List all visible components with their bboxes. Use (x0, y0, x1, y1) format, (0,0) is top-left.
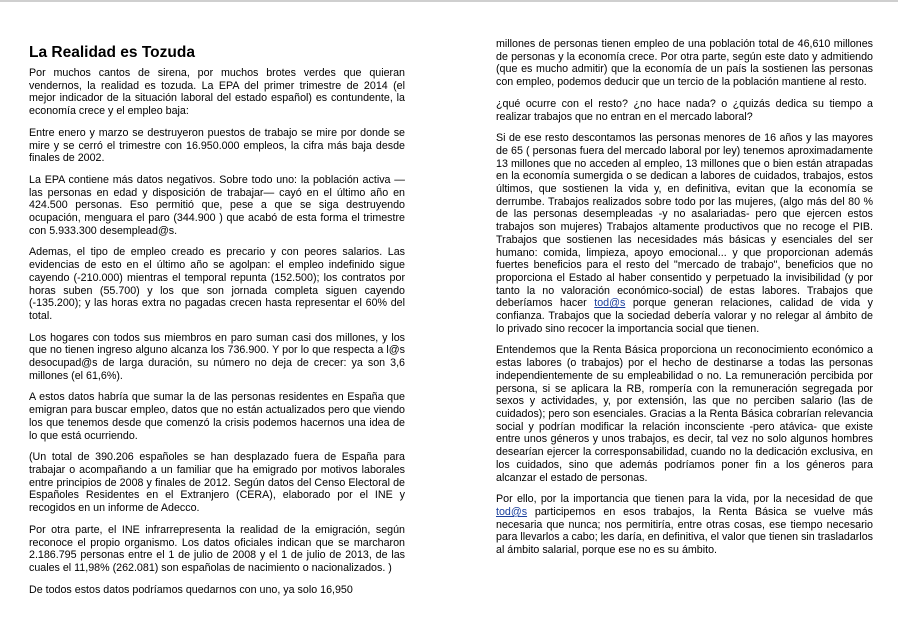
article-title: La Realidad es Tozuda (29, 44, 195, 61)
paragraph: millones de personas tienen empleo de una población total de 46,610 millones de personas y la economía crece. Por otra parte, según este dato y admitiendo (que es mucho admitir) que la economía de un país la sostienen las personas con empleo, podemos deducir que un tercio de la población mantiene al resto. (496, 38, 873, 89)
paragraph: A estos datos habría que sumar la de las personas residentes en España que emigran para buscar empleo, datos que no están actualizados pero que viendo los que tenemos desde que comenzó la crisis podemos hacernos una idea de lo que está ocurriendo. (29, 391, 405, 442)
paragraph: Por muchos cantos de sirena, por muchos brotes verdes que quieran vendernos, la realidad es tozuda. La EPA del primer trimestre de 2014 (el mejor indicador de la situación laboral del estado español) es contundente, la economía crece y el empleo baja: (29, 67, 405, 118)
paragraph-with-link (496, 132, 873, 335)
paragraph: La EPA contiene más datos negativos. Sobre todo uno: la población activa —las personas en edad y disposición de trabajar— cayó en el último año en 424.500 personas. Eso permitió que, pese a que se siga destruyendo ocupación, menguara el paro (344.900 ) que acabó de esta forma el trimestre con 5.933.300 desemplead@s. (29, 173, 405, 237)
paragraph-with-link (496, 493, 873, 557)
paragraph-text: participemos en esos trabajos, la Renta Básica se vuelve más necesaria que nunca; nos permitiría, entre otras cosas, ese tiempo necesario para llevarlos a cabo; les daría, en definitiva, el valor que tienen sin trasladarlos al ámbito salarial, porque ese no es su ámbito. (496, 505, 873, 557)
paragraph-text: Si de ese resto descontamos las personas menores de 16 años y las mayores de 65 ( personas fuera del mercado laboral por ley) tenemos aproximadamente 13 millones que no acceden al empleo, 13 millones que o bien están atrapadas en la economía sumergida o se dedican a labores de cuidados, trabajos, estos últimos, que sostienen la vida y, en definitiva, evitan que la economía se derrumbe. Trabajos realizados sobre todo por las mujeres, (algo más del 80 % de las personas desempleadas -y no asalariadas- pero que ejercen estos trabajos son mujeres) Trabajos altamente productivos que no recoge el PIB. Trabajos que sostienen las necesidades más básicas y esenciales del ser humano: comida, limpieza, apoyo emocional... y que proporcionan además fuertes beneficios para el resto del "mercado de trabajo", beneficios que no proporciona el Estado al haber consentido y perpetuado la invisibilidad (y por tanto la no valoración económico-social) de estas labores. Trabajos que deberíamos hacer (496, 132, 873, 310)
paragraph: Los hogares con todos sus miembros en paro suman casi dos millones, y los que no tienen ingreso alguno alcanza los 736.900. Y por lo que respecta a l@s desocupad@s de larga duración, su número no deja de crecer: ya son 3,6 millones (el 61,6%). (29, 331, 405, 382)
right-column-body (496, 38, 873, 566)
paragraph: De todos estos datos podríamos quedarnos con uno, ya solo 16,950 (29, 583, 353, 596)
todos-link[interactable]: tod@s (496, 505, 528, 518)
paragraph-text: Por ello, por la importancia que tienen para la vida, por la necesidad de que (496, 493, 873, 506)
paragraph: (Un total de 390.206 españoles se han desplazado fuera de España para trabajar o acompañando a un familiar que ha emigrado por motivos laborales entre principios de 2008 y finales de 2012. Según datos del Censo Electoral de Españoles Residentes en el Extranjero (CERA), elaborado por el INE y recogidos en un informe de Adecco. (29, 451, 405, 515)
paragraph: Entendemos que la Renta Básica proporciona un reconocimiento económico a estas labores (o trabajos) por el hecho de destinarse a todas las personas independientemente de su empleabilidad o no. La remuneración percibida por persona, si se aplicara la RB, rompería con la remuneración segregada por sexos y actividades, y, por extensión, las que no perciben salario (las de cuidados); pero son esenciales. Gracias a la Renta Básica cobrarían relevancia social y podrían modificar la relación inconsciente -pero atávica- que existe entre unos géneros y unos trabajos, es decir, tal vez no solo algunos hombres desearían ejercer la corresponsabilidad, cuando no la dedicación exclusiva, en los cuidados, sino que además podríamos poner fin a los géneros para alcanzar el estado de personas. (496, 344, 873, 484)
todos-link[interactable]: tod@s (594, 297, 626, 310)
top-border (0, 0, 898, 2)
paragraph-text: porque generan relaciones, calidad de vida y confianza. Trabajos que la sociedad debería valorar y no relegar al ámbito de lo privado sino recocer la importancia social que tienen. (496, 297, 873, 335)
left-column-body (29, 67, 405, 605)
paragraph: ¿qué ocurre con el resto? ¿no hace nada? o ¿quizás dedica su tiempo a realizar trabajos que no entran en el mercado laboral? (496, 97, 873, 123)
paragraph: Por otra parte, el INE infrarrepresenta la realidad de la emigración, según reconoce el propio organismo. Los datos oficiales indican que se marcharon 2.186.795 personas entre el 1 de julio de 2008 y el 1 de julio de 2013, de las cuales el 11,98% (262.081) son españolas de nacimiento o nacionalizados. ) (29, 523, 405, 574)
paragraph: Entre enero y marzo se destruyeron puestos de trabajo se mire por donde se mire y se cerró el trimestre con 16.950.000 empleos, la cifra más baja desde finales de 2002. (29, 126, 405, 165)
paragraph: Ademas, el tipo de empleo creado es precario y con peores salarios. Las evidencias de esto en el último año se agolpan: el empleo indefinido sigue cayendo (-210.000) mientras el temporal repunta (152.500); los contratos por horas suben (55.700) y los que son jornada completa siguen cayendo (-135.200); y las horas extra no pagadas crecen hasta representar el 60% del total. (29, 246, 405, 322)
